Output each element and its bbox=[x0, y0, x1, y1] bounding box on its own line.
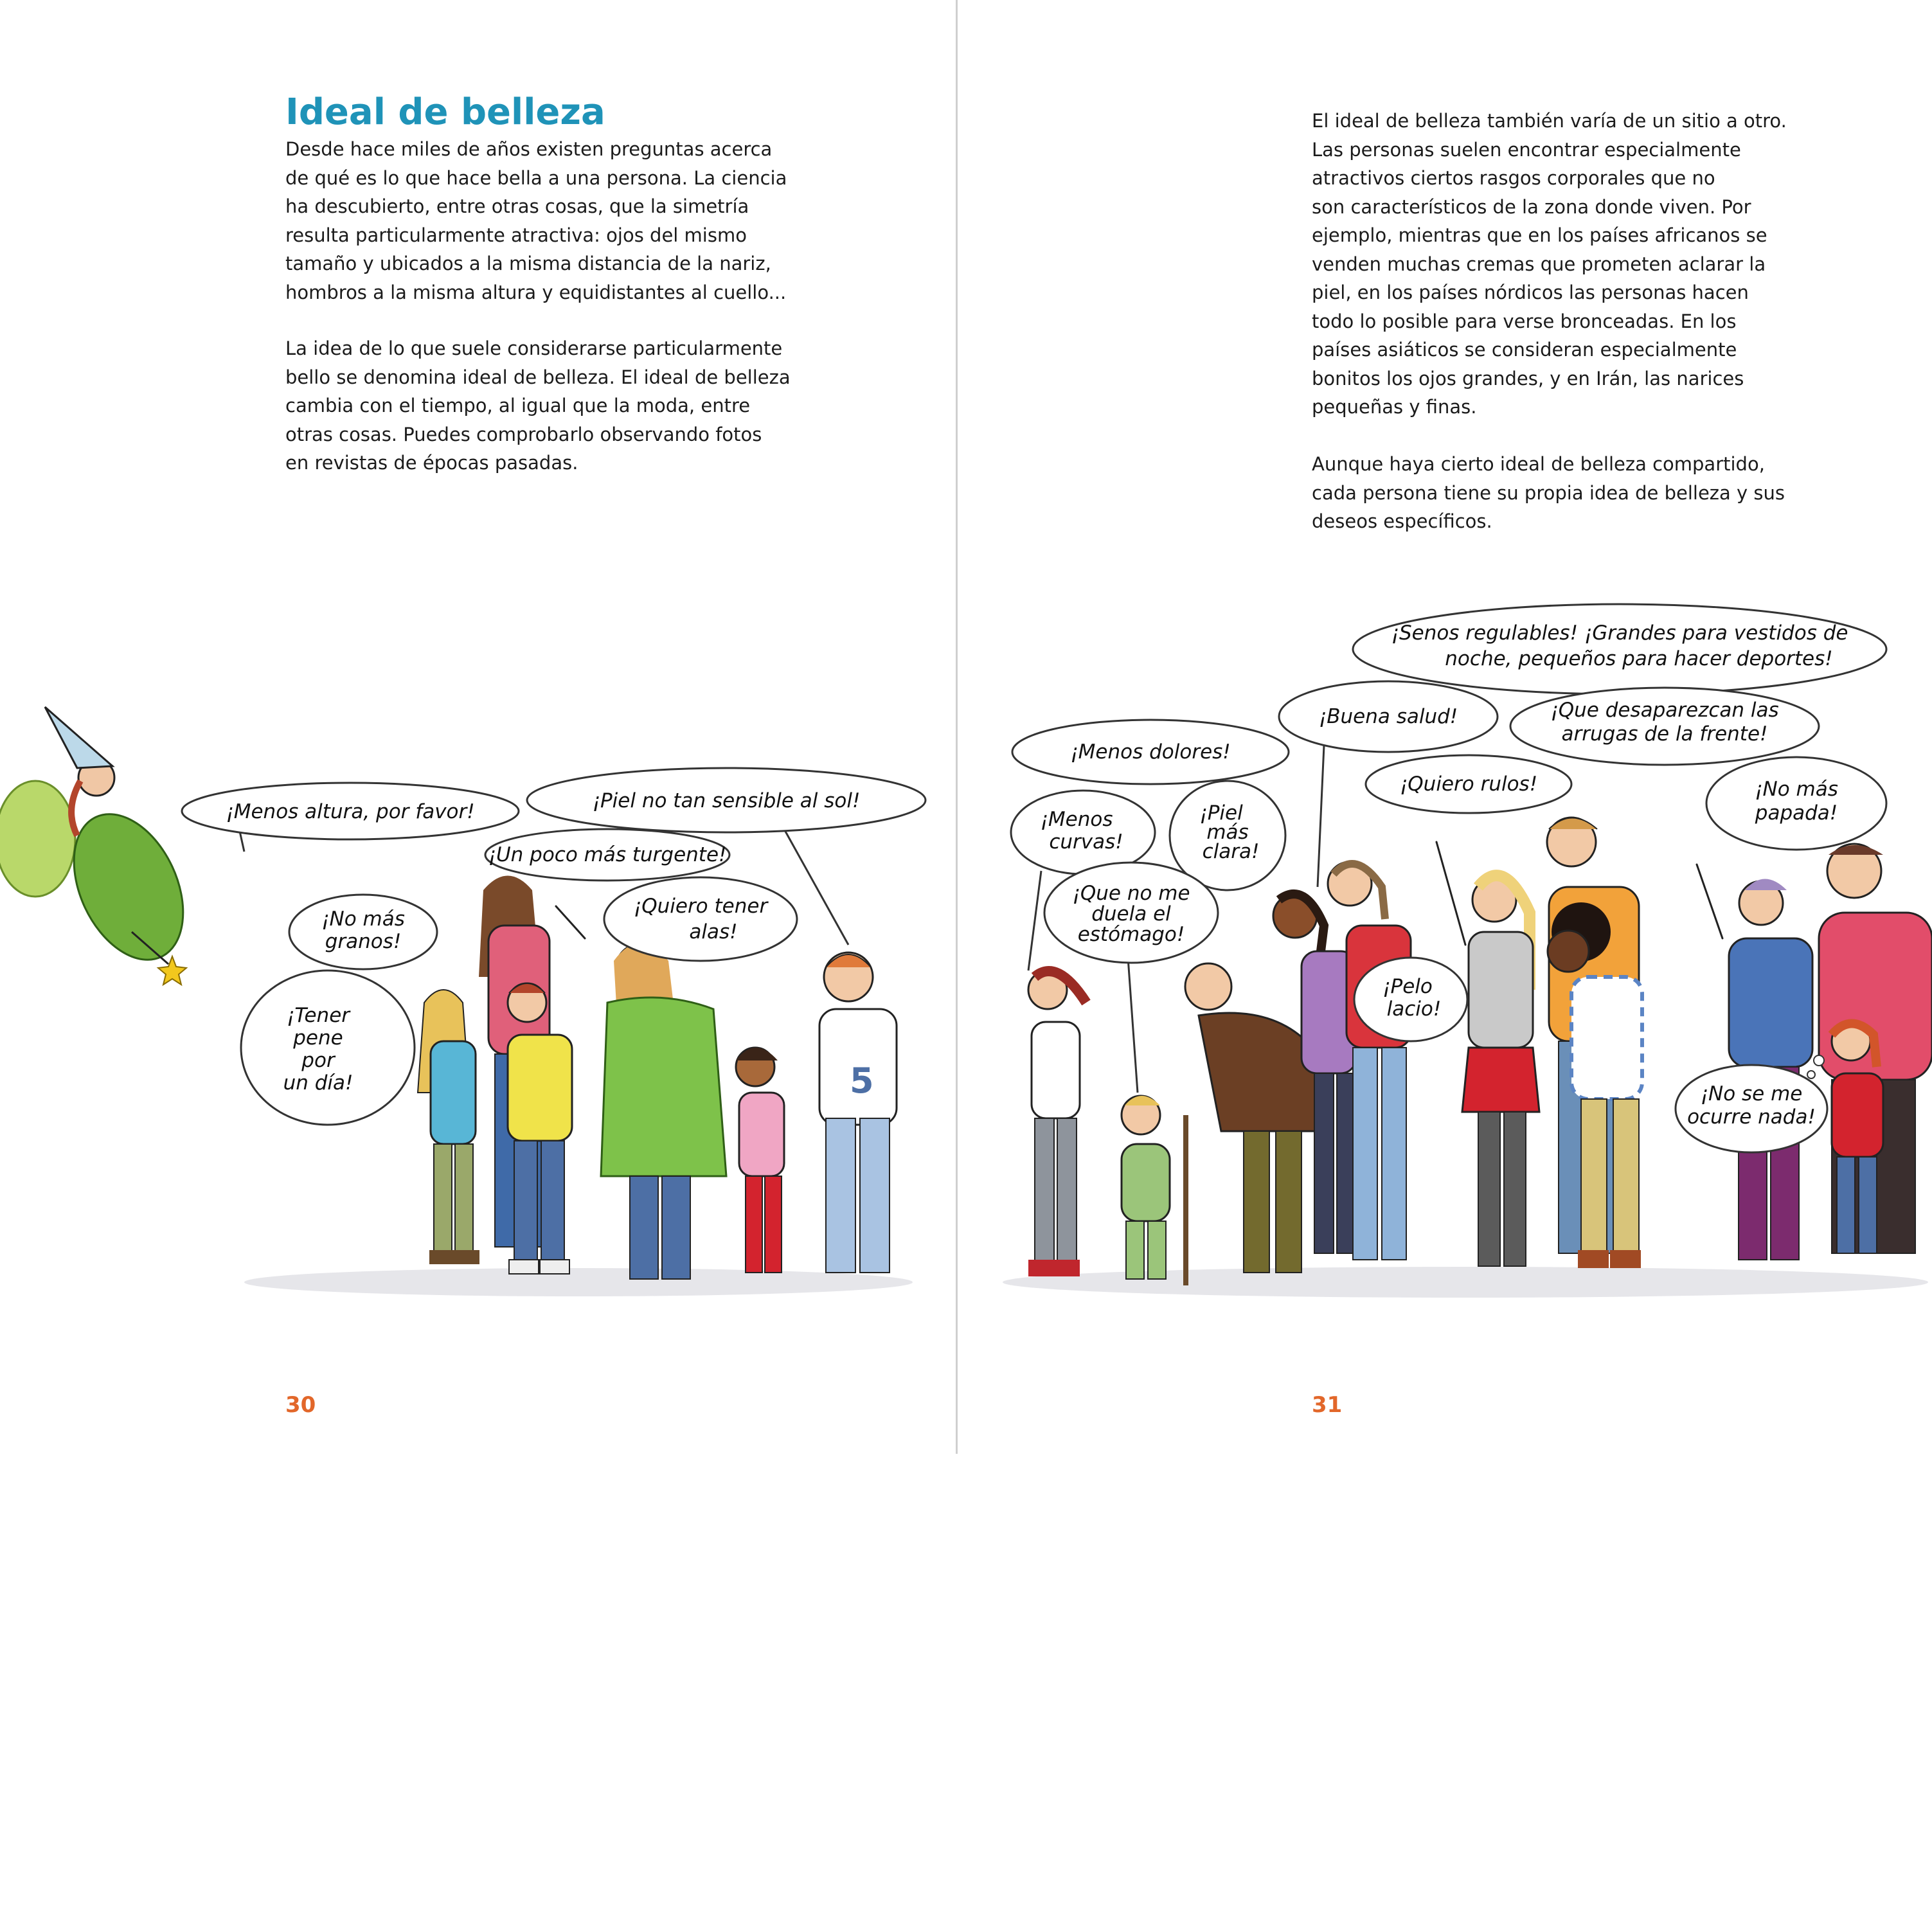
bubble-text: duela el bbox=[1091, 902, 1171, 926]
text-line: de qué es lo que hace bella a una persona. La ciencia bbox=[285, 166, 787, 189]
bubble-text: ¡Piel bbox=[1199, 801, 1243, 825]
text-line: La idea de lo que suele considerarse particularmente bbox=[285, 337, 783, 359]
bubble-text: clara! bbox=[1202, 840, 1260, 863]
star-icon bbox=[158, 956, 186, 985]
text-line: en revistas de épocas pasadas. bbox=[285, 452, 578, 474]
bubble-text: ocurre nada! bbox=[1687, 1105, 1816, 1129]
text-line: El ideal de belleza también varía de un sitio a otro. bbox=[1312, 110, 1787, 132]
bubble-text: curvas! bbox=[1049, 830, 1123, 854]
text-line: bonitos los ojos grandes, y en Irán, las narices bbox=[1312, 367, 1744, 389]
speech-bubble bbox=[1354, 958, 1467, 1041]
bubble-text: ¡Piel no tan sensible al sol! bbox=[592, 789, 861, 812]
bubble-text: arrugas de la frente! bbox=[1561, 722, 1768, 746]
bubble-text: ¡Que desaparezcan las bbox=[1550, 699, 1779, 722]
text-line: atractivos ciertos rasgos corporales que no bbox=[1312, 167, 1715, 189]
text-line: Desde hace miles de años existen preguntas acerca bbox=[285, 138, 773, 160]
text-line: todo lo posible para verse bronceadas. En los bbox=[1312, 310, 1737, 332]
bubble-text: ¡Quiero rulos! bbox=[1399, 773, 1538, 796]
speech-bubble bbox=[1353, 604, 1886, 694]
bubble-text: ¡Menos altura, por favor! bbox=[226, 800, 475, 823]
speech-bubble bbox=[1510, 688, 1819, 765]
text-line: venden muchas cremas que prometen aclarar la bbox=[1312, 253, 1766, 275]
person-woman-white-top bbox=[1028, 970, 1086, 1276]
speech-bubble bbox=[1366, 755, 1571, 813]
text-line: ejemplo, mientras que en los países africanos se bbox=[1312, 224, 1767, 246]
page-number-left: 30 bbox=[285, 1392, 316, 1418]
speech-bubble bbox=[485, 829, 729, 881]
bubble-text: ¡No se me bbox=[1700, 1082, 1803, 1105]
person-man-overalls bbox=[819, 953, 897, 1273]
text-line: resulta particularmente atractiva: ojos del mismo bbox=[285, 224, 747, 246]
speech-bubble bbox=[1706, 757, 1886, 850]
text-line: hombros a la misma altura y equidistantes al cuello... bbox=[285, 281, 787, 303]
bubble-text: lacio! bbox=[1386, 997, 1442, 1021]
bubble-text: papada! bbox=[1755, 801, 1838, 825]
shirt-number: 5 bbox=[850, 1060, 874, 1101]
bubble-text: ¡Pelo bbox=[1382, 975, 1433, 998]
bubble-text: estómago! bbox=[1077, 923, 1185, 946]
bubble-text: ¡No más bbox=[321, 908, 405, 931]
text-line: Aunque haya cierto ideal de belleza compartido, bbox=[1312, 453, 1765, 475]
ground-shadow bbox=[244, 1268, 913, 1296]
bubble-text: alas! bbox=[689, 920, 738, 944]
text-line: otras cosas. Puedes comprobarlo observando fotos bbox=[285, 423, 762, 445]
bubble-text: ¡Senos regulables! ¡Grandes para vestidos de bbox=[1391, 622, 1848, 645]
speech-bubble bbox=[1676, 1055, 1827, 1152]
bubble-text: ¡Menos dolores! bbox=[1070, 740, 1231, 764]
speech-bubble bbox=[182, 783, 519, 852]
speech-bubble bbox=[1012, 720, 1289, 784]
text-line: son característicos de la zona donde viven. Por bbox=[1312, 195, 1751, 218]
fairy-hat bbox=[45, 707, 112, 768]
text-line: tamaño y ubicados a la misma distancia de la nariz, bbox=[285, 253, 771, 274]
bubble-text: más bbox=[1206, 821, 1249, 844]
text-line: cambia con el tiempo, al igual que la moda, entre bbox=[285, 395, 751, 416]
text-line: Las personas suelen encontrar especialmente bbox=[1312, 138, 1741, 161]
bubble-text: ¡No más bbox=[1755, 778, 1838, 801]
fairy-wing bbox=[0, 781, 75, 897]
bubble-text: ¡Buena salud! bbox=[1318, 705, 1458, 728]
bubble-text: un día! bbox=[283, 1071, 353, 1095]
text-line: bello se denomina ideal de belleza. El ideal de belleza bbox=[285, 366, 791, 388]
person-girl-blue bbox=[418, 990, 479, 1264]
fairy-hair bbox=[71, 781, 80, 836]
person-toddler bbox=[1122, 1096, 1170, 1279]
text-line: pequeñas y finas. bbox=[1312, 396, 1477, 418]
bubble-text: ¡Menos bbox=[1040, 808, 1113, 831]
person-woman-green bbox=[556, 906, 726, 1279]
bubble-text: por bbox=[301, 1049, 335, 1072]
text-line: piel, en los países nórdicos las personas hacen bbox=[1312, 282, 1749, 303]
person-blonde-woman bbox=[1436, 842, 1539, 1266]
text-line: ha descubierto, entre otras cosas, que la simetría bbox=[285, 195, 749, 217]
bubble-text: noche, pequeños para hacer deportes! bbox=[1445, 647, 1833, 670]
bubble-text: ¡Un poco más turgente! bbox=[488, 843, 727, 866]
bubble-text: pene bbox=[293, 1026, 343, 1050]
text-line: deseos específicos. bbox=[1312, 510, 1492, 532]
fairy-figure bbox=[0, 707, 205, 985]
bubble-text: ¡Tener bbox=[286, 1004, 350, 1027]
speech-bubble bbox=[289, 895, 437, 969]
person-woman-blue-sweater bbox=[1697, 864, 1812, 1260]
page-title: Ideal de belleza bbox=[285, 91, 605, 133]
text-line: países asiáticos se consideran especialmente bbox=[1312, 339, 1737, 361]
bubble-text: ¡Que no me bbox=[1072, 882, 1190, 905]
speech-bubble bbox=[241, 970, 415, 1125]
person-girl-red-pants bbox=[736, 1048, 784, 1273]
text-line: cada persona tiene su propia idea de belleza y sus bbox=[1312, 481, 1785, 504]
bubble-text: granos! bbox=[325, 930, 402, 953]
speech-bubble bbox=[604, 877, 797, 961]
bubble-text: ¡Quiero tener bbox=[633, 895, 768, 918]
page-number-right: 31 bbox=[1312, 1392, 1343, 1418]
